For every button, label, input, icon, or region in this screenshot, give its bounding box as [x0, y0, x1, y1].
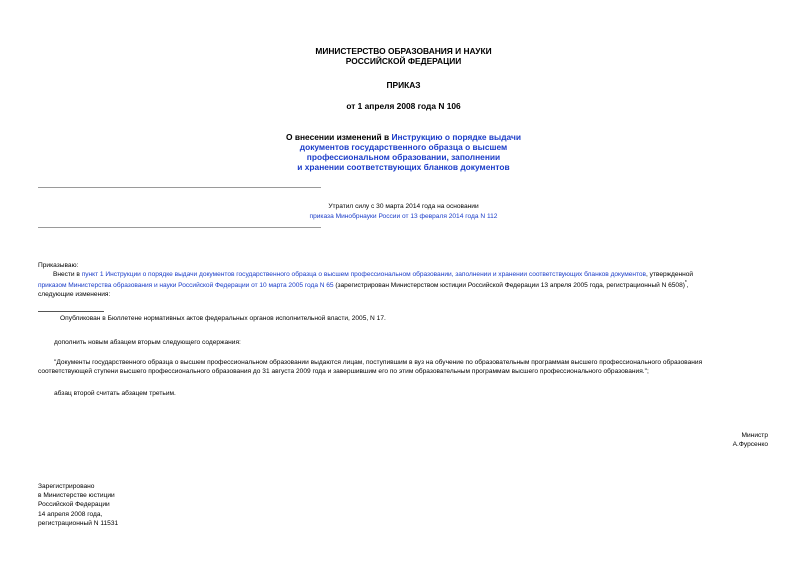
- registration-line3: Российской Федерации: [38, 501, 110, 508]
- quote-line-2: соответствующей ступени высшего профессионального образования до 31 августа 2009 года и завершившим его по этим образовательным программам высшего профессионального образования.";: [38, 368, 649, 375]
- quote-line-1: "Документы государственного образца о высшем профессиональном образовании выдаются лицам, поступившим в вуз на обучение по образовательным программам высшего профессионального образования: [54, 359, 703, 366]
- paragraph-1: [38, 270, 769, 299]
- divider-bottom: [38, 227, 321, 228]
- title-instruction-link-cont[interactable]: документов государственного образца о высшем: [299, 142, 508, 152]
- signature-name: А.Фурсенко: [732, 441, 768, 448]
- document-title-line1: [0, 132, 807, 142]
- title-instruction-link-cont[interactable]: профессиональном образовании, заполнении: [306, 152, 501, 162]
- order-word: Приказываю:: [38, 262, 79, 269]
- p1-text3: (зарегистрирован Министерством юстиции Российской Федерации 13 апреля 2005 года, регистрационный N 6508): [333, 282, 685, 290]
- footnote-divider: [38, 311, 104, 312]
- title-instruction-link-cont[interactable]: и хранении соответствующих бланков документов: [297, 162, 510, 172]
- paragraph-3: абзац второй считать абзацем третьим.: [54, 390, 176, 397]
- footnote-marker[interactable]: *: [684, 280, 687, 286]
- ministry-title-line1: МИНИСТЕРСТВО ОБРАЗОВАНИЯ И НАУКИ: [315, 46, 492, 56]
- p1-text2: , утвержденной: [646, 271, 694, 278]
- document-type: ПРИКАЗ: [386, 80, 421, 90]
- divider-top: [38, 187, 321, 188]
- document-date-number: от 1 апреля 2008 года N 106: [346, 101, 461, 111]
- document-title-line4: [0, 162, 807, 172]
- p1-text6: следующие изменения:: [38, 291, 111, 299]
- title-instruction-link[interactable]: Инструкцию о порядке выдачи: [391, 132, 521, 142]
- status-link-line: [0, 213, 807, 221]
- instruction-point-link[interactable]: пункт 1 Инструкции о порядке выдачи документов государственного образца о высшем профессиональном образовании, заполнении и хранении соответствующих бланков документов: [81, 271, 647, 278]
- title-prefix: О внесении изменений в: [286, 132, 392, 142]
- registration-line4: 14 апреля 2008 года,: [38, 511, 103, 518]
- footnote-text: Опубликован в Бюллетене нормативных актов федеральных органов исполнительной власти, 2005, N 17.: [60, 315, 386, 322]
- signature-position: Министр: [741, 432, 768, 439]
- ministry-title-line2: РОССИЙСКОЙ ФЕДЕРАЦИИ: [345, 56, 462, 66]
- document-title-line2: [0, 142, 807, 152]
- p1-text5: ,: [686, 282, 689, 290]
- document-title-line3: [0, 152, 807, 162]
- paragraph-2: дополнить новым абзацем вторым следующего содержания:: [54, 339, 241, 346]
- registration-line2: в Министерстве юстиции: [38, 492, 115, 499]
- ministry-order-link[interactable]: приказом Министерства образования и науки Российской Федерации от 10 марта 2005 года N 65: [38, 282, 334, 290]
- p1-text1: Внести в: [53, 271, 82, 278]
- repeal-order-link[interactable]: приказа Минобрнауки России от 13 февраля 2014 года N 112: [309, 213, 498, 220]
- status-line: Утратил силу с 30 марта 2014 года на основании: [328, 203, 479, 210]
- registration-line1: Зарегистрировано: [38, 483, 95, 490]
- registration-line5: регистрационный N 11531: [38, 520, 119, 527]
